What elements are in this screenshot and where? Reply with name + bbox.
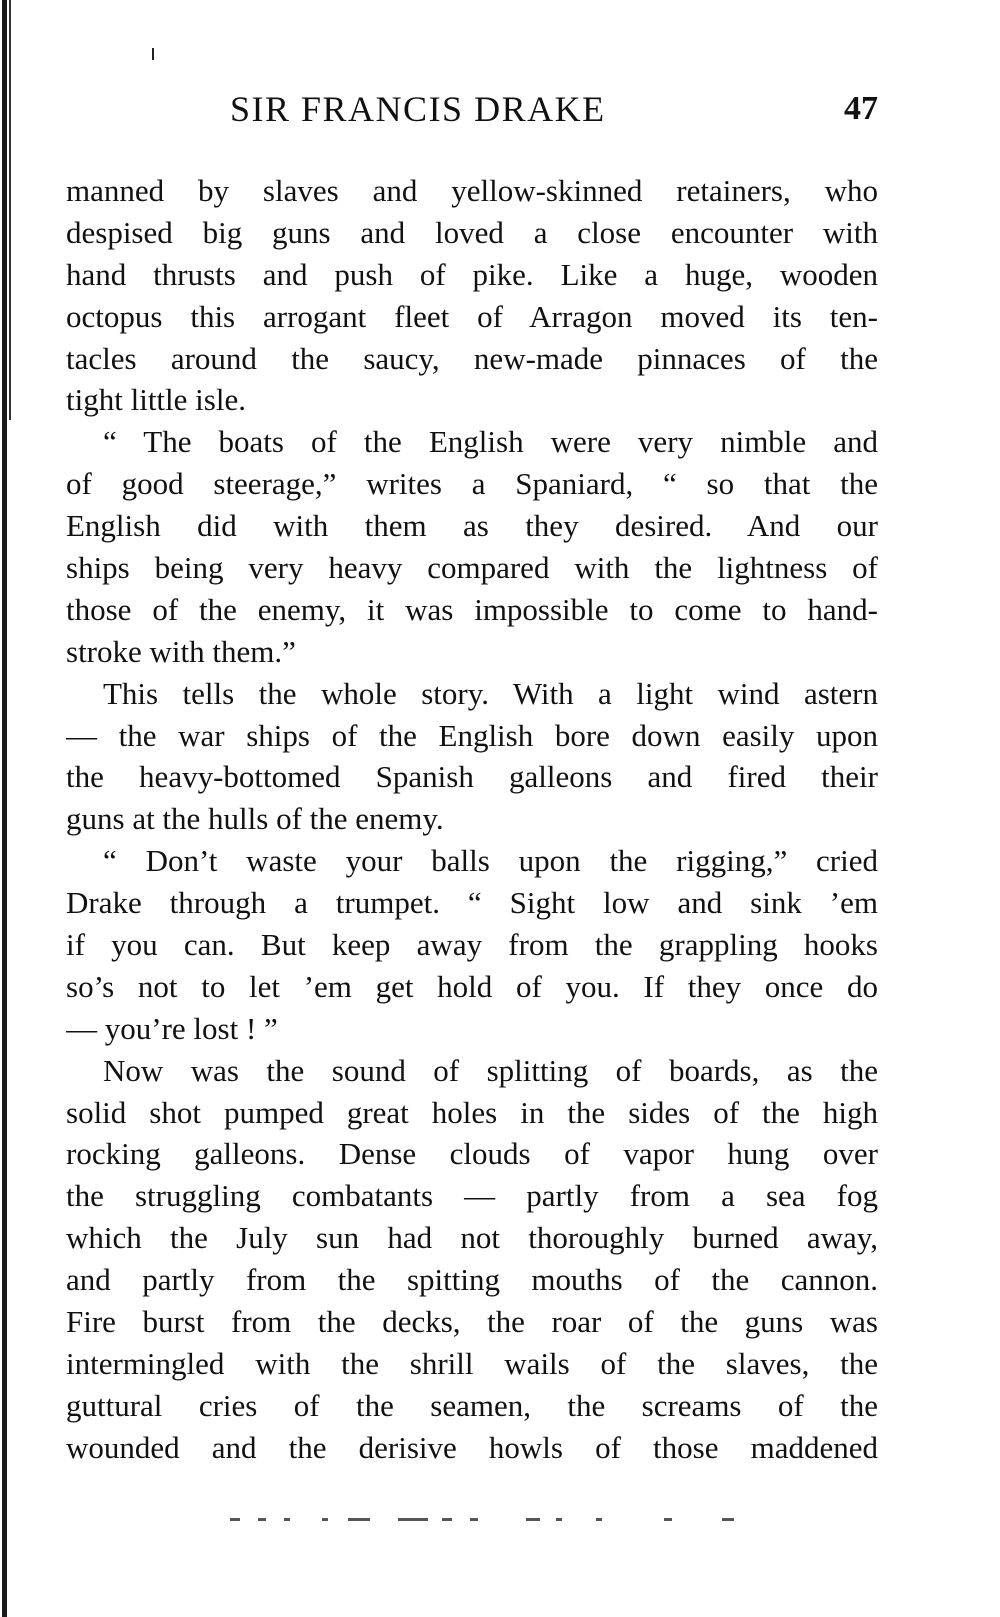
text-line: guttural cries of the seamen, the screams of the [66, 1387, 878, 1423]
running-title: SIR FRANCIS DRAKE [230, 89, 606, 129]
text-line: — the war ships of the English bore down easily upon [66, 717, 878, 753]
text-line: Drake through a trumpet. “ Sight low and sink ’em [66, 885, 878, 921]
text-line: — you’re lost ! ” [66, 1010, 278, 1046]
text-line: despised big guns and loved a close encounter with [66, 214, 878, 250]
text-line: solid shot pumped great holes in the sides of the high [66, 1094, 878, 1130]
text-line: This tells the whole story. With a light wind astern [103, 675, 878, 711]
page-number: 47 [844, 90, 878, 127]
text-line: English did with them as they desired. And our [66, 508, 878, 544]
text-line: and partly from the spitting mouths of the cannon. [66, 1262, 878, 1298]
text-line: “ The boats of the English were very nimble and [103, 424, 878, 460]
text-line: so’s not to let ’em get hold of you. If they once do [66, 968, 878, 1004]
text-line: “ Don’t waste your balls upon the rigging,” cried [103, 843, 878, 879]
text-line: the heavy-bottomed Spanish galleons and fired their [66, 759, 878, 795]
text-line: those of the enemy, it was impossible to come to hand- [66, 591, 878, 627]
text-line: the struggling combatants — partly from a sea fog [66, 1178, 878, 1214]
ink-speck [152, 48, 154, 60]
text-line: rocking galleons. Dense clouds of vapor hung over [66, 1136, 878, 1172]
binding-edge-inner [9, 0, 11, 420]
text-line: wounded and the derisive howls of those maddened [66, 1429, 878, 1465]
text-line: if you can. But keep away from the grappling hooks [66, 927, 878, 963]
footer-print-marks [230, 1518, 770, 1522]
text-line: intermingled with the shrill wails of the slaves, the [66, 1345, 878, 1381]
binding-edge [2, 0, 7, 1617]
text-line: guns at the hulls of the enemy. [66, 801, 444, 837]
text-line: Now was the sound of splitting of boards, as the [103, 1052, 878, 1088]
text-line: tight little isle. [66, 382, 246, 418]
text-line: tacles around the saucy, new-made pinnaces of the [66, 340, 878, 376]
text-line: Fire burst from the decks, the roar of the guns was [66, 1304, 878, 1340]
text-line: hand thrusts and push of pike. Like a huge, wooden [66, 256, 878, 292]
body-text [66, 170, 878, 1469]
text-line: manned by slaves and yellow-skinned retainers, who [66, 173, 878, 208]
text-line: stroke with them.” [66, 633, 296, 669]
text-line: octopus this arrogant fleet of Arragon moved its ten- [66, 298, 878, 334]
text-line: which the July sun had not thoroughly burned away, [66, 1220, 878, 1256]
running-header [66, 84, 878, 134]
text-line: ships being very heavy compared with the lightness of [66, 550, 878, 586]
text-line: of good steerage,” writes a Spaniard, “ so that the [66, 466, 878, 502]
